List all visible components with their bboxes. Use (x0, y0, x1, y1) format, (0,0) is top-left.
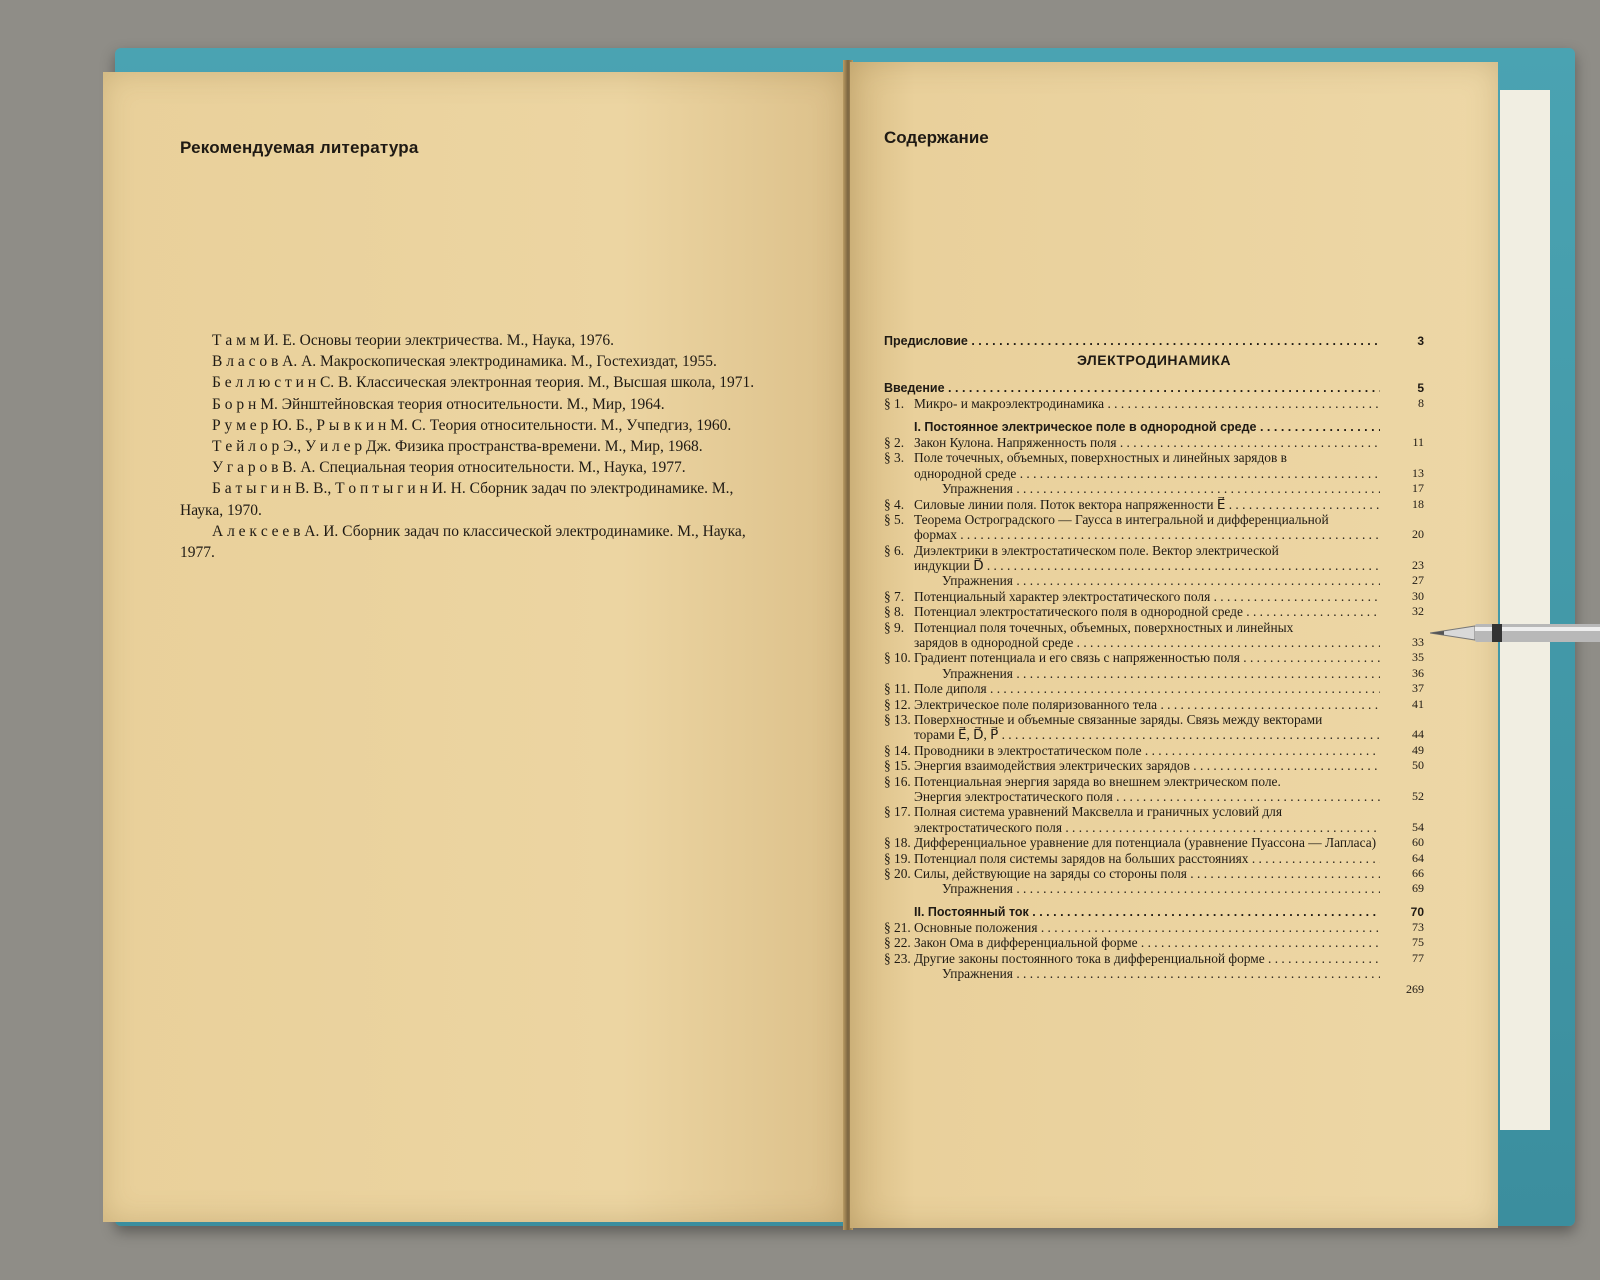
toc-entry-number: § 4. (884, 496, 905, 512)
toc-entry-page: 32 (1412, 604, 1424, 619)
page-number: 269 (1406, 981, 1424, 996)
toc-entry (884, 835, 1424, 850)
toc-entry-page: 69 (1412, 881, 1424, 896)
reference-item: Т а м м И. Е. Основы теории электричества. М., Наука, 1976. (212, 332, 614, 349)
toc-entry-text: Градиент потенциала и его связь с напряженностью поля . . . (914, 650, 1380, 665)
toc-entry-number: § 16. (884, 773, 911, 789)
toc-entry-text: Поле точечных, объемных, поверхностных и линейных зарядов в (914, 450, 1287, 466)
toc-entry (884, 396, 1424, 411)
toc-entry (884, 650, 1424, 665)
toc-entry-page: 30 (1412, 588, 1424, 603)
toc-entry-text: Упражнения . . . (942, 666, 1380, 681)
toc-entry-text: Закон Кулона. Напряженность поля . . . (914, 435, 1380, 450)
toc-entry (884, 920, 1424, 935)
toc-entry-page: 33 (1412, 635, 1424, 650)
toc-entry (884, 866, 1424, 881)
toc-entry-text: I. Постоянное электрическое поле в однородной среде . . . (914, 420, 1380, 435)
toc-entry-number: § 17. (884, 804, 911, 820)
toc-entry (884, 666, 1424, 681)
toc-entry (884, 512, 1424, 527)
toc-entry-page: 3 (1417, 333, 1424, 348)
toc-entry-page: 54 (1412, 819, 1424, 834)
toc-entry-number: § 13. (884, 711, 911, 727)
toc-entry-text: Диэлектрики в электростатическом поле. Вектор электрической (914, 542, 1279, 558)
contents-title: Содержание (884, 128, 989, 147)
reference-item: Р у м е р Ю. Б., Р ы в к и н М. С. Теория относительности. М., Учпедгиз, 1960. (212, 416, 732, 434)
toc-entry-text: торами E⃗, D⃗, P⃗ . . . (914, 727, 1380, 742)
toc-entry (884, 743, 1424, 758)
toc-entry-page: 20 (1412, 527, 1424, 542)
toc-entry-number: § 10. (884, 650, 911, 666)
toc-entry-page: 17 (1412, 481, 1424, 496)
pen-tip-icon (1430, 618, 1600, 648)
toc-entry (884, 774, 1424, 789)
toc-entry-page: 18 (1412, 496, 1424, 511)
toc-entry-text: формах . . . (914, 527, 1380, 542)
toc-chapter-heading (884, 905, 1424, 920)
part-title: ЭЛЕКТРОДИНАМИКА (1076, 352, 1232, 369)
toc-entry-page: 41 (1412, 696, 1424, 711)
reference-item: А л е к с е е в А. И. Сборник задач по классической электродинамике. М., Наука, 1977. (180, 522, 746, 562)
toc-entry (884, 804, 1424, 819)
reference-item: Б а т ы г и н В. В., Т о п т ы г и н И. Н. Сборник задач по электродинамике. М., Наука, 1970. (180, 480, 734, 519)
toc-entry (884, 851, 1424, 866)
toc-entry-text: Энергия взаимодействия электрических зарядов . . . (914, 758, 1380, 773)
toc-entry (884, 881, 1424, 896)
toc-entries (884, 396, 1424, 981)
toc-entry-page: 13 (1412, 465, 1424, 480)
toc-entry-page: 66 (1412, 865, 1424, 880)
toc-entry-text: Основные положения . . . (914, 920, 1380, 935)
toc-entry-page: 11 (1412, 434, 1424, 449)
toc-entry-number: § 5. (884, 511, 905, 527)
toc-entry-number: § 15. (884, 758, 911, 774)
toc-entry (884, 820, 1424, 835)
toc-entry (884, 712, 1424, 727)
toc-entry-number: § 3. (884, 450, 905, 466)
toc-entry-text: Микро- и макроэлектродинамика . . . (914, 396, 1380, 411)
toc-entry-page: 27 (1412, 573, 1424, 588)
toc-entry-number: § 11. (884, 681, 911, 697)
toc-entry-number: § 22. (884, 935, 911, 951)
toc-entry-page: 49 (1412, 742, 1424, 757)
toc-entry-number: § 18. (884, 835, 911, 851)
table-of-contents (884, 334, 1424, 997)
toc-entry (884, 435, 1424, 450)
toc-entry-page: 70 (1410, 904, 1424, 919)
toc-entry-text: Упражнения . . . (942, 966, 1380, 981)
toc-entry-text: Энергия электростатического поля . . . (914, 789, 1380, 804)
toc-entry-page: 36 (1412, 665, 1424, 680)
toc-entry-text: Закон Ома в дифференциальной форме . . . (914, 935, 1380, 950)
toc-entry-text: Силы, действующие на заряды со стороны поля . . . (914, 866, 1380, 881)
toc-entry-text: Другие законы постоянного тока в дифференциальной форме . . . (914, 951, 1380, 966)
toc-entry (884, 620, 1424, 635)
toc-entry (884, 951, 1424, 966)
toc-entry-number: § 9. (884, 619, 905, 635)
toc-entry-text: Упражнения . . . (942, 573, 1380, 588)
left-page (103, 72, 844, 1222)
toc-entry-text: однородной среде . . . (914, 466, 1380, 481)
toc-entry-page: 8 (1418, 396, 1424, 411)
toc-entry (884, 727, 1424, 742)
toc-entry-text: Потенциал поля системы зарядов на больших расстояниях . . . (914, 851, 1380, 866)
toc-entry-page: 60 (1412, 835, 1424, 850)
toc-entry-text: Потенциал электростатического поля в однородной среде . . . (914, 604, 1380, 619)
toc-entry-text: Потенциал поля точечных, объемных, поверхностных и линейных (914, 619, 1294, 635)
toc-entry-number: § 23. (884, 950, 911, 966)
toc-entry-number: § 7. (884, 588, 905, 604)
toc-entry (884, 635, 1424, 650)
toc-entry-text: зарядов в однородной среде . . . (914, 635, 1380, 650)
toc-entry-text: Силовые линии поля. Поток вектора напряженности E⃗ . . . (914, 497, 1380, 512)
toc-entry-page: 35 (1412, 650, 1424, 665)
toc-intro (884, 381, 1424, 396)
toc-entry (884, 935, 1424, 950)
toc-entry-page: 77 (1412, 950, 1424, 965)
toc-entry-text: электростатического поля . . . (914, 820, 1380, 835)
toc-entry-page: 5 (1417, 380, 1424, 395)
toc-chapter-heading (884, 420, 1424, 435)
toc-entry-text: Теорема Остроградского — Гаусса в интегральной и дифференциальной (914, 511, 1329, 527)
toc-entry (884, 450, 1424, 465)
reference-item: В л а с о в А. А. Макроскопическая электродинамика. М., Гостехиздат, 1955. (212, 353, 717, 371)
reference-item: Б о р н М. Эйнштейновская теория относительности. М., Мир, 1964. (212, 395, 665, 413)
toc-entry (884, 758, 1424, 773)
toc-entry-text: Полная система уравнений Максвелла и граничных условий для (914, 804, 1283, 820)
toc-entry (884, 573, 1424, 588)
toc-entry-text: Электрическое поле поляризованного тела . . . (914, 697, 1380, 712)
toc-entry-text: Потенциальный характер электростатического поля . . . (914, 589, 1380, 604)
toc-entry-text: Упражнения . . . (942, 881, 1380, 896)
toc-preface (884, 334, 1424, 349)
toc-entry-number: § 6. (884, 542, 905, 558)
toc-entry (884, 466, 1424, 481)
toc-entry (884, 481, 1424, 496)
toc-entry-number: § 2. (884, 434, 905, 450)
reference-item: Т е й л о р Э., У и л е р Дж. Физика пространства-времени. М., Мир, 1968. (212, 438, 703, 456)
toc-entry-text: Дифференциальное уравнение для потенциала (уравнение Пуассона — Лапласа) . . . (914, 835, 1380, 850)
toc-entry-page: 64 (1412, 850, 1424, 865)
references-list (180, 330, 780, 563)
toc-entry-text: Поверхностные и объемные связанные заряды. Связь между векторами (914, 711, 1323, 727)
toc-entry-page: 44 (1412, 727, 1424, 742)
toc-entry-text: II. Постоянный ток . . . (914, 905, 1380, 920)
toc-entry (884, 589, 1424, 604)
toc-entry-page: 50 (1412, 758, 1424, 773)
toc-entry-number: § 19. (884, 850, 911, 866)
toc-entry (884, 497, 1424, 512)
toc-entry-number: § 21. (884, 920, 911, 936)
toc-entry-number: § 1. (884, 396, 905, 412)
toc-entry-number: § 20. (884, 865, 911, 881)
toc-entry-text: Предисловие . . . (884, 334, 1380, 349)
toc-entry-page: 23 (1412, 558, 1424, 573)
toc-entry (884, 789, 1424, 804)
toc-entry (884, 681, 1424, 696)
toc-entry-number: § 12. (884, 696, 911, 712)
toc-entry-text: индукции D⃗ . . . (914, 558, 1380, 573)
toc-entry-page: 75 (1412, 935, 1424, 950)
toc-entry-text: Упражнения . . . (942, 481, 1380, 496)
endpaper (1500, 90, 1550, 1130)
toc-entry-number: § 8. (884, 604, 905, 620)
references-title: Рекомендуемая литература (180, 138, 419, 157)
toc-entry (884, 966, 1424, 981)
toc-entry-number: § 14. (884, 742, 911, 758)
toc-entry-text: Потенциальная энергия заряда во внешнем электрическом поле. (914, 773, 1281, 789)
toc-entry (884, 604, 1424, 619)
toc-entry-text: Проводники в электростатическом поле . . . (914, 743, 1380, 758)
toc-entry (884, 697, 1424, 712)
toc-footer (884, 982, 1424, 997)
toc-entry-text: Введение . . . (884, 381, 1380, 396)
reference-item: Б е л л ю с т и н С. В. Классическая электронная теория. М., Высшая школа, 1971. (212, 374, 755, 392)
toc-entry-page: 73 (1412, 920, 1424, 935)
toc-entry-page: 52 (1412, 788, 1424, 803)
toc-entry-text: Поле диполя . . . (914, 681, 1380, 696)
toc-entry (884, 558, 1424, 573)
toc-entry (884, 527, 1424, 542)
toc-entry (884, 543, 1424, 558)
toc-entry-page: 37 (1412, 681, 1424, 696)
reference-item: У г а р о в В. А. Специальная теория относительности. М., Наука, 1977. (212, 459, 686, 477)
